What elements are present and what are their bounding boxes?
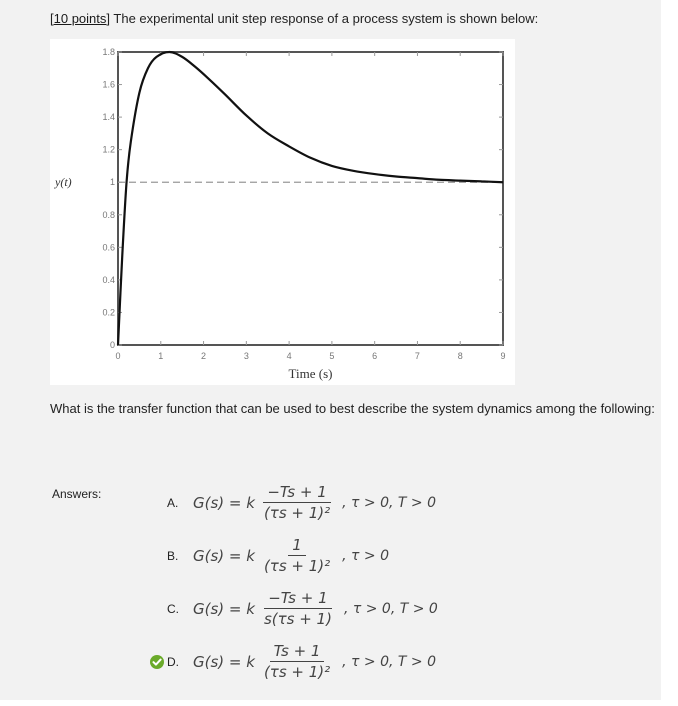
- option-letter: B.: [167, 549, 179, 563]
- answer-option-a[interactable]: [150, 478, 436, 528]
- answer-option-d[interactable]: [150, 637, 436, 687]
- tf-numerator: 1: [288, 536, 306, 556]
- tf-numerator: −Ts + 1: [264, 589, 331, 609]
- points-bracket-open: [: [50, 11, 54, 26]
- tf-conditions: , τ > 0, T > 0: [343, 601, 438, 617]
- plot-frame: [118, 52, 503, 345]
- step-response-chart: [50, 39, 515, 385]
- x-tick-label: 3: [243, 351, 249, 361]
- answers-label: Answers:: [52, 487, 102, 501]
- tf-numerator: −Ts + 1: [263, 483, 330, 503]
- tf-lhs: G(s) = k: [193, 653, 255, 671]
- x-axis-label: Time (s): [288, 366, 333, 381]
- points-bracket-close: ]: [106, 11, 111, 26]
- question-body: The experimental unit step response of a process system is shown below:: [110, 11, 539, 26]
- x-tick-label: 8: [457, 351, 463, 361]
- y-tick-label: 1.6: [102, 79, 115, 90]
- x-tick-label: 2: [201, 351, 207, 361]
- answer-option-b[interactable]: [150, 531, 389, 581]
- tf-denominator: (τs + 1)²: [263, 662, 331, 681]
- y-axis-label: y(t): [55, 175, 72, 190]
- chart-canvas: [50, 39, 515, 385]
- y-tick-label: 0: [109, 340, 115, 350]
- y-tick-label: 1: [109, 177, 115, 188]
- option-letter: A.: [167, 496, 179, 510]
- points-link[interactable]: 10 points: [53, 11, 107, 26]
- tf-lhs: G(s) = k: [193, 600, 255, 618]
- transfer-function: [193, 536, 389, 577]
- tf-numerator: Ts + 1: [270, 642, 325, 662]
- y-tick-label: 1.8: [102, 47, 115, 57]
- answer-option-c[interactable]: [150, 584, 438, 634]
- tf-denominator: (τs + 1)²: [263, 556, 331, 575]
- x-tick-label: 5: [329, 351, 335, 361]
- tf-fraction: [260, 589, 336, 630]
- x-tick-label: 6: [372, 351, 378, 361]
- correct-check-icon: [150, 655, 164, 669]
- transfer-function: [193, 483, 436, 524]
- y-tick-label: 1.2: [102, 144, 115, 155]
- y-tick-label: 1.4: [102, 112, 115, 123]
- tf-denominator: s(τs + 1): [263, 609, 332, 628]
- tf-conditions: , τ > 0, T > 0: [342, 495, 437, 511]
- tf-conditions: , τ > 0, T > 0: [342, 654, 437, 670]
- tf-lhs: G(s) = k: [193, 547, 255, 565]
- y-tick-label: 0.8: [102, 209, 115, 220]
- tf-fraction: [260, 536, 334, 577]
- y-tick-label: 0.4: [102, 274, 115, 285]
- transfer-function: [193, 589, 438, 630]
- prompt-text: What is the transfer function that can be used to best describe the system dynamics among the following:: [50, 401, 655, 416]
- x-tick-label: 7: [414, 351, 420, 361]
- x-tick-label: 4: [286, 351, 292, 361]
- tf-fraction: [260, 483, 334, 524]
- x-tick-label: 0: [115, 351, 121, 361]
- y-tick-label: 0.6: [102, 242, 115, 253]
- tf-lhs: G(s) = k: [193, 494, 255, 512]
- x-tick-label: 9: [500, 351, 506, 361]
- tf-fraction: [260, 642, 334, 683]
- x-tick-label: 1: [158, 351, 164, 361]
- option-letter: C.: [167, 602, 179, 616]
- tf-denominator: (τs + 1)²: [263, 503, 331, 522]
- transfer-function: [193, 642, 436, 683]
- step-response-curve: [118, 52, 503, 345]
- option-letter: D.: [167, 655, 179, 669]
- y-tick-label: 0.2: [102, 307, 115, 318]
- question-text: [50, 11, 538, 26]
- tf-conditions: , τ > 0: [342, 548, 390, 564]
